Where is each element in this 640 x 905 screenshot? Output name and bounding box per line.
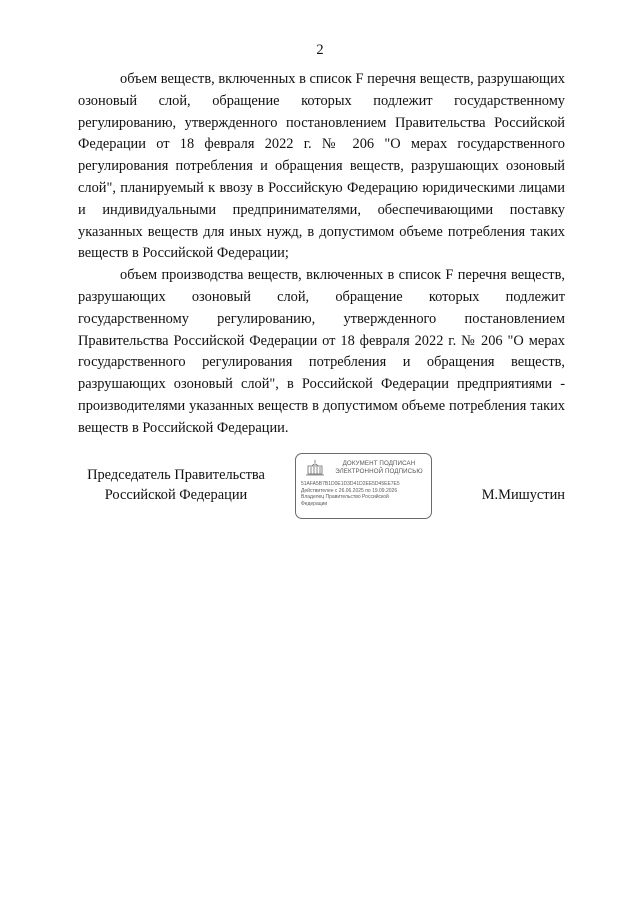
- government-building-icon: [304, 459, 326, 477]
- document-body: [78, 69, 565, 440]
- paragraph-import-volume: объем веществ, включенных в список F перечня веществ, разрушающих озоновый слой, обращение которых подлежит государственному регулированию, утвержденного постановлением Правительства Российской Федерации от 18 февраля 2022 г. № 206 "О мерах государственного регулирования потребления и обращения веществ, разрушающих озоновый слой", планируемый к ввозу в Российскую Федерацию юридическими лицами и индивидуальными предпринимателями, обеспечивающими поставку указанных веществ для иных нужд, в допустимом объеме потребления таких веществ в Российской Федерации;: [78, 71, 565, 262]
- stamp-title: [332, 460, 426, 475]
- stamp-title-line1: ДОКУМЕНТ ПОДПИСАН: [342, 460, 416, 467]
- signatory-position: [76, 465, 276, 505]
- paragraph-production-volume: объем производства веществ, включенных в список F перечня веществ, разрушающих озоновый слой, обращение которых подлежит государственному регулированию, утвержденного постановлением Правительства Российской Федерации от 18 февраля 2022 г. № 206 "О мерах государственного регулирования потребления и обращения веществ, разрушающих озоновый слой", в Российской Федерации предприятиями - производителями указанных веществ в допустимом объеме потребления таких веществ в Российской Федерации.: [78, 267, 565, 436]
- stamp-details: [301, 481, 429, 507]
- signatory-name: М.Мишустин: [481, 487, 565, 503]
- stamp-serial: 51AFA5B7B1D0E1D3D41D2EE5D45EE7E5: [301, 481, 400, 487]
- stamp-title-line2: ЭЛЕКТРОННОЙ ПОДПИСЬЮ: [335, 467, 423, 475]
- stamp-validity: Действителен с 26.06.2025 по 19.09.2026: [301, 487, 398, 494]
- page-number: 2: [316, 42, 324, 58]
- stamp-owner-line2: Федерации: [301, 500, 328, 507]
- signatory-position-line1: Председатель Правительства: [87, 467, 265, 483]
- stamp-owner-line1: Владелец Правительство Российской: [301, 494, 389, 501]
- signatory-position-line2: Российской Федерации: [104, 487, 248, 503]
- electronic-signature-stamp: [295, 453, 432, 519]
